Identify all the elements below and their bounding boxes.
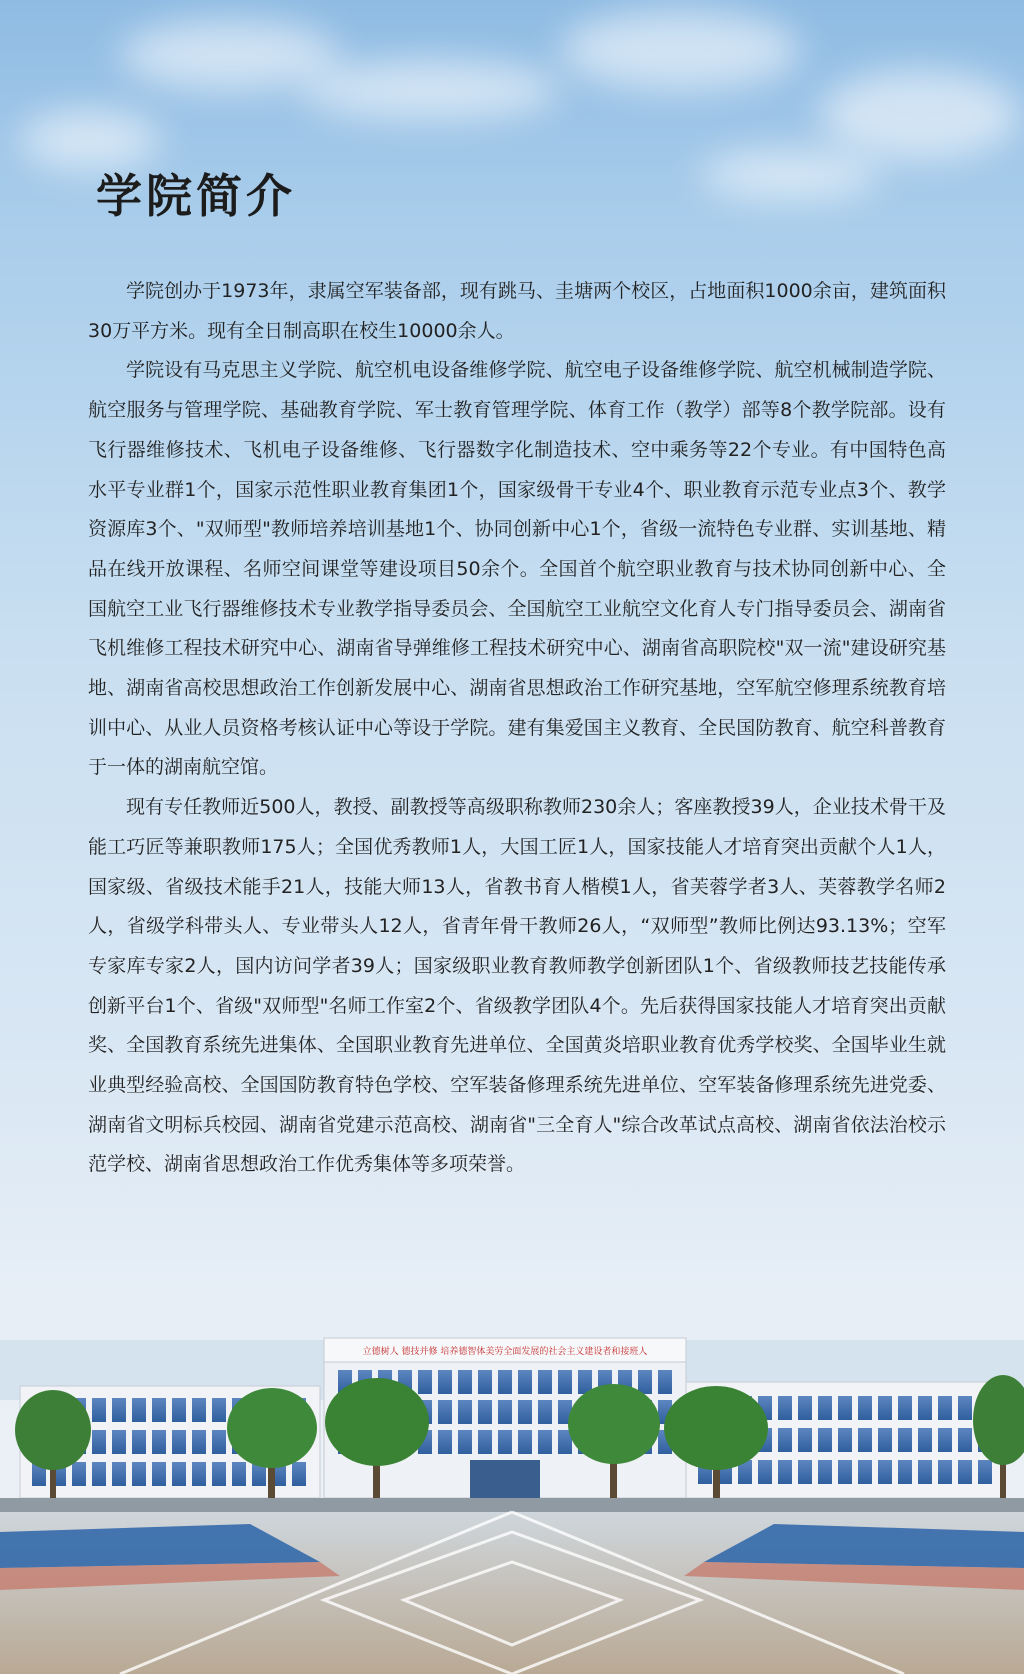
intro-paragraph: 现有专任教师近500人，教授、副教授等高级职称教师230余人；客座教授39人，企业技术骨干及能工巧匠等兼职教师175人；全国优秀教师1人，大国工匠1人，国家技能人才培育突出贡献个人1人，国家级、省级技术能手21人，技能大师13人，省教书育人楷模1人，省芙蓉学者3人、芙蓉教学名师2人，省级学科带头人、专业带头人12人，省青年骨干教师26人，“双师型”教师比例达93.13%；空军专家库专家2人，国内访问学者39人；国家级职业教育教师教学创新团队1个、省级教师技艺技能传承创新平台1个、省级"双师型"名师工作室2个、省级教学团队4个。先后获得国家技能人才培育突出贡献奖、全国教育系统先进集体、全国职业教育先进单位、全国黄炎培职业教育优秀学校奖、全国毕业生就业典型经验高校、全国国防教育特色学校、空军装备修理系统先进单位、空军装备修理系统先进党委、湖南省文明标兵校园、湖南省党建示范高校、湖南省"三全育人"综合改革试点高校、湖南省依法治校示范学校、湖南省思想政治工作优秀集体等多项荣誉。 (88, 796, 946, 1176)
building-window (112, 1462, 126, 1486)
building-window (758, 1460, 772, 1484)
building-window (878, 1460, 892, 1484)
building-window (478, 1400, 492, 1424)
building-window (538, 1370, 552, 1394)
main-entrance (470, 1460, 540, 1498)
building-window (458, 1370, 472, 1394)
building-window (638, 1370, 652, 1394)
road (0, 1498, 1024, 1512)
building-window (878, 1396, 892, 1420)
building-window (132, 1430, 146, 1454)
building-window (498, 1370, 512, 1394)
campus-banner-text: 立德树人 德技并修 培养德智体美劳全面发展的社会主义建设者和接班人 (362, 1347, 648, 1357)
building-window (498, 1430, 512, 1454)
building-window (478, 1430, 492, 1454)
building-window (798, 1428, 812, 1452)
building-window (112, 1398, 126, 1422)
building-window (518, 1370, 532, 1394)
building-window (212, 1462, 226, 1486)
building-window (292, 1462, 306, 1486)
building-window (92, 1398, 106, 1422)
building-window (798, 1396, 812, 1420)
building-window (858, 1428, 872, 1452)
building-window (92, 1462, 106, 1486)
cloud (820, 70, 1020, 160)
building-window (172, 1430, 186, 1454)
building-window (938, 1460, 952, 1484)
building-window (918, 1428, 932, 1452)
building-window (938, 1396, 952, 1420)
building-window (92, 1430, 106, 1454)
intro-paragraph: 学院创办于1973年，隶属空军装备部，现有跳马、圭塘两个校区，占地面积1000余亩，建筑面积30万平方米。现有全日制高职在校生10000余人。 (88, 280, 946, 342)
building-window (538, 1430, 552, 1454)
building-window (898, 1428, 912, 1452)
building-window (498, 1400, 512, 1424)
building-window (172, 1462, 186, 1486)
intro-text (88, 272, 946, 1185)
building-window (152, 1398, 166, 1422)
building-window (958, 1428, 972, 1452)
building-window (478, 1370, 492, 1394)
cloud (700, 150, 880, 200)
building-window (858, 1396, 872, 1420)
building-window (438, 1430, 452, 1454)
building-window (212, 1430, 226, 1454)
building-window (938, 1428, 952, 1452)
building-window (192, 1462, 206, 1486)
building-window (798, 1460, 812, 1484)
building-window (132, 1398, 146, 1422)
building-window (778, 1460, 792, 1484)
building-window (818, 1460, 832, 1484)
building-window (132, 1462, 146, 1486)
building-window (112, 1430, 126, 1454)
building-window (438, 1370, 452, 1394)
intro-paragraph: 学院设有马克思主义学院、航空机电设备维修学院、航空电子设备维修学院、航空机械制造学院、航空服务与管理学院、基础教育学院、军士教育管理学院、体育工作（教学）部等8个教学院部。设有飞行器维修技术、飞机电子设备维修、飞行器数字化制造技术、空中乘务等22个专业。有中国特色高水平专业群1个，国家示范性职业教育集团1个，国家级骨干专业4个、职业教育示范专业点3个、教学资源库3个、"双师型"教师培养培训基地1个、协同创新中心1个，省级一流特色专业群、实训基地、精品在线开放课程、名师空间课堂等建设项目50余个。全国首个航空职业教育与技术协同创新中心、全国航空工业飞行器维修技术专业教学指导委员会、全国航空工业航空文化育人专门指导委员会、湖南省飞机维修工程技术研究中心、湖南省导弹维修工程技术研究中心、湖南省高职院校"双一流"建设研究基地、湖南省高校思想政治工作创新发展中心、湖南省思想政治工作研究基地，空军航空修理系统教育培训中心、从业人员资格考核认证中心等设于学院。建有集爱国主义教育、全民国防教育、航空科普教育于一体的湖南航空馆。 (88, 359, 946, 779)
building-window (898, 1460, 912, 1484)
building-window (418, 1370, 432, 1394)
cloud (300, 60, 560, 120)
building-window (878, 1428, 892, 1452)
building-window (152, 1462, 166, 1486)
building-window (818, 1396, 832, 1420)
building-window (538, 1400, 552, 1424)
building-window (192, 1430, 206, 1454)
building-window (838, 1396, 852, 1420)
building-window (232, 1462, 246, 1486)
building-window (518, 1400, 532, 1424)
building-window (838, 1428, 852, 1452)
building-window (818, 1428, 832, 1452)
building-window (918, 1396, 932, 1420)
building-window (438, 1400, 452, 1424)
building-window (978, 1460, 992, 1484)
building-window (458, 1400, 472, 1424)
building-window (212, 1398, 226, 1422)
building-window (858, 1460, 872, 1484)
building-window (72, 1462, 86, 1486)
building-window (152, 1430, 166, 1454)
building-window (958, 1396, 972, 1420)
building-window (778, 1396, 792, 1420)
page-title: 学院简介 (96, 169, 296, 223)
building-window (778, 1428, 792, 1452)
building-window (518, 1430, 532, 1454)
building-window (458, 1430, 472, 1454)
building-window (172, 1398, 186, 1422)
building-window (192, 1398, 206, 1422)
campus-photo (0, 1300, 1024, 1674)
cloud (560, 10, 800, 90)
building-window (898, 1396, 912, 1420)
building-window (658, 1370, 672, 1394)
building-window (838, 1460, 852, 1484)
building-window (958, 1460, 972, 1484)
building-window (918, 1460, 932, 1484)
building-window (558, 1370, 572, 1394)
